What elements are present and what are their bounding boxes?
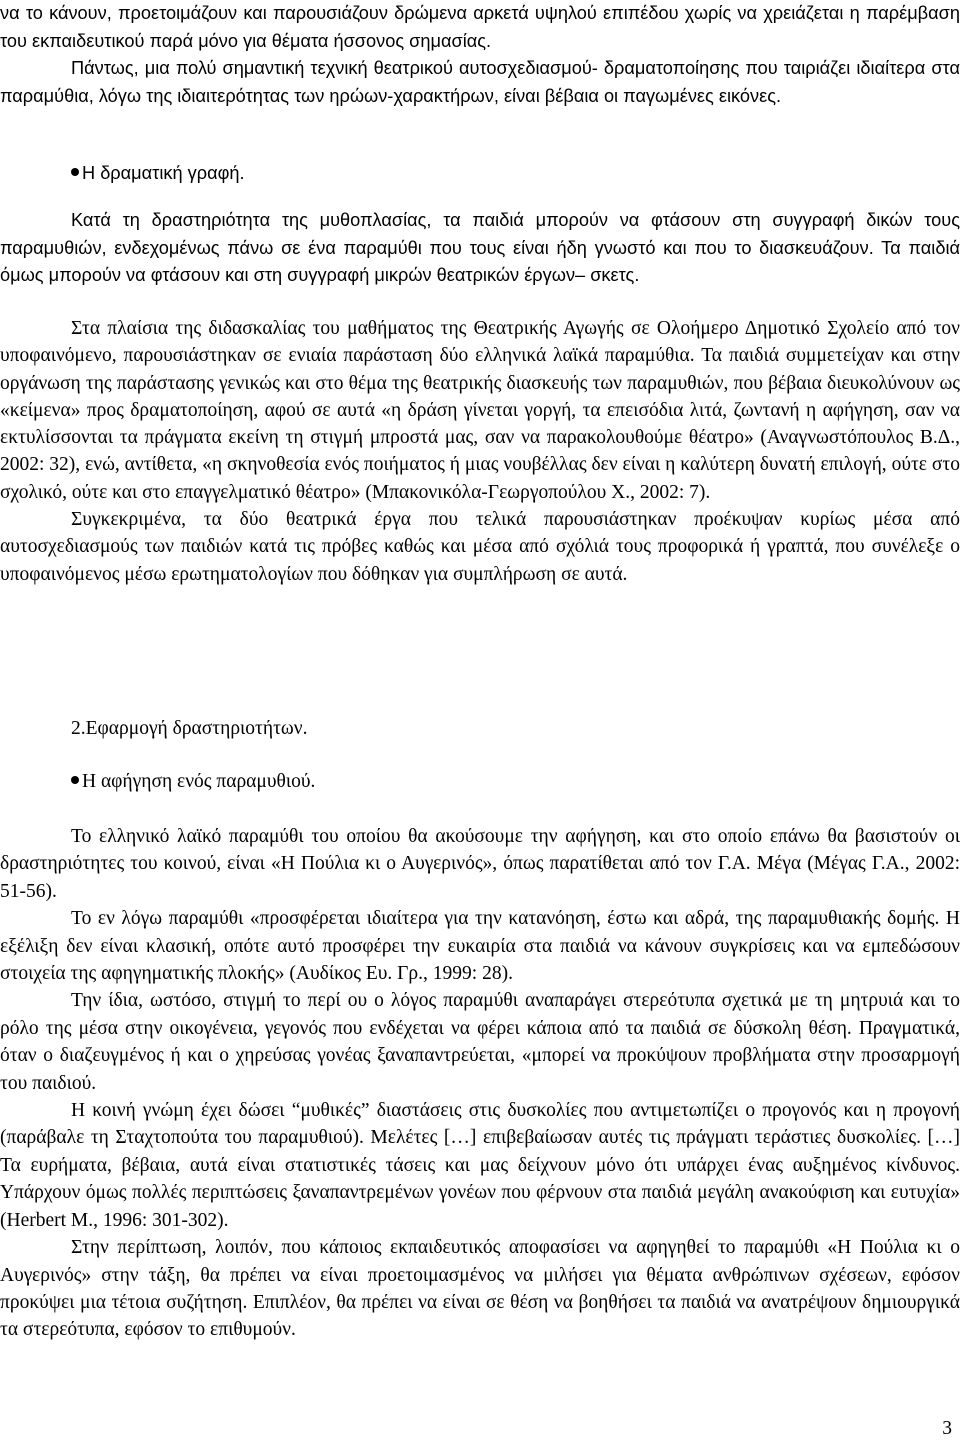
bullet-dramatic-writing-label: Η δραματική γραφή. xyxy=(82,163,245,183)
bullet-narration xyxy=(71,769,315,795)
narration-section xyxy=(0,823,960,1344)
page-number: 3 xyxy=(942,1418,952,1439)
dramatic-writing-section xyxy=(0,207,960,290)
intro-paragraph-frozen-images: Πάντως, μια πολύ σημαντική τεχνική θεατρικού αυτοσχεδιασμού- δραματοποίησης που ταιριάζει ιδιαίτερα στα παραμύθια, λόγω της ιδιαιτερότητας των ηρώων-χαρακτήρων, είναι βέβαια οι παγωμένες εικόνες. xyxy=(0,58,960,106)
section-heading-applications: 2.Εφαρμογή δραστηριοτήτων. xyxy=(71,718,308,739)
paragraph-stereotypes: Την ίδια, ωστόσο, στιγμή το περί ου ο λόγος παραμύθι αναπαράγει στερεότυπα σχετικά με τη μητρυιά και το ρόλο της μέσα στην οικογένεια, γεγονός που ενδέχεται να φέρει κάποια από τα παιδιά σε δύσκολη θέση. Πραγματικά, όταν ο διαζευγμένος ή και ο χηρεύσας γονέας ξαναπαντρεύεται, «μπορεί να προκύψουν προβλήματα στην προσαρμογή του παιδιού. xyxy=(0,990,960,1094)
paragraph-tale-structure: Το εν λόγω παραμύθι «προσφέρεται ιδιαίτερα για την κατανόηση, έστω και αδρά, της παραμυθιακής δομής. Η εξέλιξη δεν είναι κλασική, οπότε αυτό προσφέρει την ευκαιρία στα παιδιά να κάνουν συγκρίσεις και να εμπεδώσουν στοιχεία της αφηγηματικής πλοκής» (Αυδίκος Ευ. Γρ., 1999: 28). xyxy=(0,908,960,985)
intro-section xyxy=(0,0,960,110)
paragraph-improvisation: Συγκεκριμένα, τα δύο θεατρικά έργα που τελικά παρουσιάστηκαν προέκυψαν κυρίως μέσα από αυτοσχεδιασμούς των παιδιών κατά τις πρόβες καθώς και μέσα από σχόλιά τους προφορικά ή γραπτά, που συνέλεξε ο υποφαινόμενος μέσω ερωτηματολογίων που δόθηκαν για συμπλήρωση σε αυτά. xyxy=(0,509,960,585)
paragraph-teacher-advice: Στην περίπτωση, λοιπόν, που κάποιος εκπαιδευτικός αποφασίσει να αφηγηθεί το παραμύθι «Η Πούλια κι ο Αυγερινός» στην τάξη, θα πρέπει να είναι προετοιμασμένος να μιλήσει για θέματα ανθρώπινων σχέσεων, εφόσον προκύψει μια τέτοια συζήτηση. Επιπλέον, θα πρέπει να είναι σε θέση να βοηθήσει τα παιδιά να ανατρέψουν δημιουργικά τα στερεότυπα, εφόσον το επιθυμούν. xyxy=(0,1237,960,1341)
bullet-narration-label: Η αφήγηση ενός παραμυθιού. xyxy=(82,771,316,792)
dramatic-writing-paragraph: Κατά τη δραστηριότητα της μυθοπλασίας, τα παιδιά μπορούν να φτάσουν στη συγγραφή δικών τους παραμυθιών, ενδεχομένως πάνω σε ένα παραμύθι που τους είναι ήδη γνωστό και που το διασκευάζουν. Τα παιδιά όμως μπορούν να φτάσουν και στη συγγραφή μικρών θεατρικών έργων– σκετς. xyxy=(0,210,960,285)
bullet-icon xyxy=(71,776,79,784)
intro-paragraph-continued: να το κάνουν, προετοιμάζουν και παρουσιάζουν δρώμενα αρκετά υψηλού επιπέδου χωρίς να χρειάζεται η παρέμβαση του εκπαιδευτικού παρά μόνο για θέματα ήσσονος σημασίας. xyxy=(0,3,960,51)
paragraph-folk-tale: Το ελληνικό λαϊκό παραμύθι του οποίου θα ακούσουμε την αφήγηση, και στο οποίο επάνω θα βασιστούν οι δραστηριότητες του κοινού, είναι «Η Πούλια κι ο Αυγερινός», όπως παρατίθεται από τον Γ.Α. Μέγα (Μέγας Γ.Α., 2002: 51-56). xyxy=(0,826,960,902)
bullet-icon xyxy=(71,168,79,176)
theatre-education-section xyxy=(0,315,960,588)
paragraph-school-performance: Στα πλαίσια της διδασκαλίας του μαθήματος της Θεατρικής Αγωγής σε Ολοήμερο Δημοτικό Σχολείο από τον υποφαινόμενο, παρουσιάστηκαν σε ενιαία παράσταση δύο ελληνικά λαϊκά παραμύθια. Τα παιδιά συμμετείχαν και στην οργάνωση της παράστασης γενικώς και στο θέμα της θεατρικής διασκευής των παραμυθιών, που βέβαια διευκολύνουν ως «κείμενα» προς δραματοποίηση, αφού σε αυτά «η δράση γίνεται γοργή, τα επεισόδια λιτά, ζωντανή η αφήγηση, σαν να εκτυλίσσονται τα πράγματα εκείνη τη στιγμή μπροστά μας, σαν να παρακολουθούμε θέατρο» (Αναγνωστόπουλος Β.Δ., 2002: 32), ενώ, αντίθετα, «η σκηνοθεσία ενός ποιήματος ή μιας νουβέλλας δεν είναι η καλύτερη δυνατή επιλογή, ούτε στο σχολικό, ούτε και στο επαγγελματικό θέατρο» (Μπακονικόλα-Γεωργοπούλου Χ., 2002: 7). xyxy=(0,318,960,503)
bullet-dramatic-writing xyxy=(71,160,245,186)
paragraph-stepfamily-quote: Η κοινή γνώμη έχει δώσει “μυθικές” διαστάσεις στις δυσκολίες που αντιμετωπίζει ο προγονός και η προγονή (παράβαλε τη Σταχτοπούτα του παραμυθιού). Μελέτες […] επιβεβαίωσαν αυτές τις πράγματι τεράστιες δυσκολίες. […] Τα ευρήματα, βέβαια, αυτά είναι στατιστικές τάσεις και μας δείχνουν μόνο ότι υπάρχει ένας αυξημένος κίνδυνος. Υπάρχουν όμως πολλές περιπτώσεις ξαναπαντρεμένων γονέων που φέρνουν στα παιδιά μεγάλη ανακούφιση και ευτυχία» (Herbert M., 1996: 301-302). xyxy=(0,1100,960,1231)
